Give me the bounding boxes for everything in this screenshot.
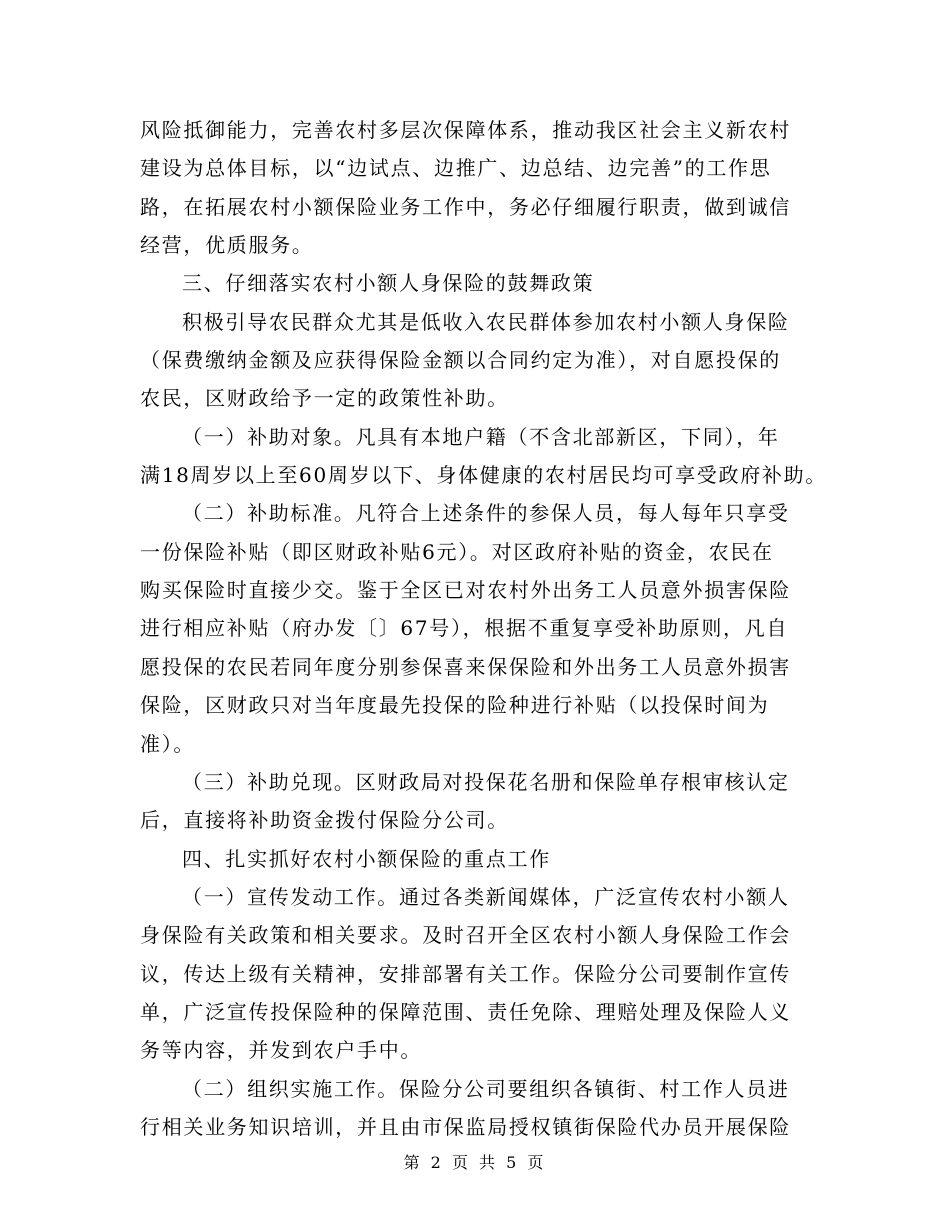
- text-line: 后，直接将补助资金拨付保险分公司。: [140, 808, 509, 833]
- text-line: 建设为总体目标，以“边试点、边推广、边总结、边完善”的工作思: [140, 156, 772, 181]
- text-line: （保费缴纳金额及应获得保险金额以合同约定为准），对自愿投保的: [140, 348, 781, 373]
- text-line: 保险，区财政只对当年度最先投保的险种进行补贴（以投保时间为: [140, 693, 770, 718]
- text-line: （二）组织实施工作。保险分公司要组织各镇街、村工作人员进: [182, 1076, 790, 1101]
- body-text: [140, 111, 827, 1146]
- text-line: 路，在拓展农村小额保险业务工作中，务必仔细履行职责，做到诚信: [140, 194, 791, 219]
- text-line: 四、扎实抓好农村小额保险的重点工作: [182, 846, 551, 871]
- text-line: 准）。: [140, 731, 196, 756]
- text-line: 经营，优质服务。: [140, 233, 314, 258]
- text-line: 愿投保的农民若同年度分别参保喜来保保险和外出务工人员意外损害: [140, 654, 791, 679]
- page-footer: 第 2 页 共 5 页: [403, 1153, 547, 1172]
- text-line: 行相关业务知识培训，并且由市保监局授权镇街保险代办员开展保险: [140, 1114, 791, 1139]
- text-line: 积极引导农民群众尤其是低收入农民群体参加农村小额人身保险: [182, 309, 790, 334]
- text-line: （一）宣传发动工作。通过各类新闻媒体，广泛宣传农村小额人: [182, 884, 790, 909]
- text-line: 三、仔细落实农村小额人身保险的鼓舞政策: [182, 271, 595, 296]
- text-line: 风险抵御能力，完善农村多层次保障体系，推动我区社会主义新农村: [140, 118, 791, 142]
- text-line: 进行相应补贴（府办发〔〕67号），根据不重复享受补助原则，凡自: [140, 616, 789, 641]
- text-line: 购买保险时直接少交。鉴于全区已对农村外出务工人员意外损害保险: [140, 578, 791, 603]
- text-line: 务等内容，并发到农户手中。: [140, 1038, 423, 1063]
- text-line: （一）补助对象。凡具有本地户籍（不含北部新区，下同），年: [182, 424, 780, 449]
- text-line: 身保险有关政策和相关要求。及时召开全区农村小额人身保险工作会: [140, 923, 791, 948]
- text-line: （三）补助兑现。区财政局对投保花名册和保险单存根审核认定: [182, 769, 790, 794]
- text-line: 单，广泛宣传投保险种的保障范围、责任免除、理赔处理及保险人义: [140, 999, 791, 1024]
- text-line: 一份保险补贴（即区财政补贴6元）。对区政府补贴的资金，农民在: [140, 539, 774, 564]
- text-line: 满18周岁以上至60周岁以下、身体健康的农村居民均可享受政府补助。: [140, 463, 827, 488]
- text-line: （二）补助标准。凡符合上述条件的参保人员，每人每年只享受: [182, 501, 790, 526]
- text-line: 议，传达上级有关精神，安排部署有关工作。保险分公司要制作宣传: [140, 961, 791, 986]
- text-line: 农民，区财政给予一定的政策性补助。: [140, 386, 509, 411]
